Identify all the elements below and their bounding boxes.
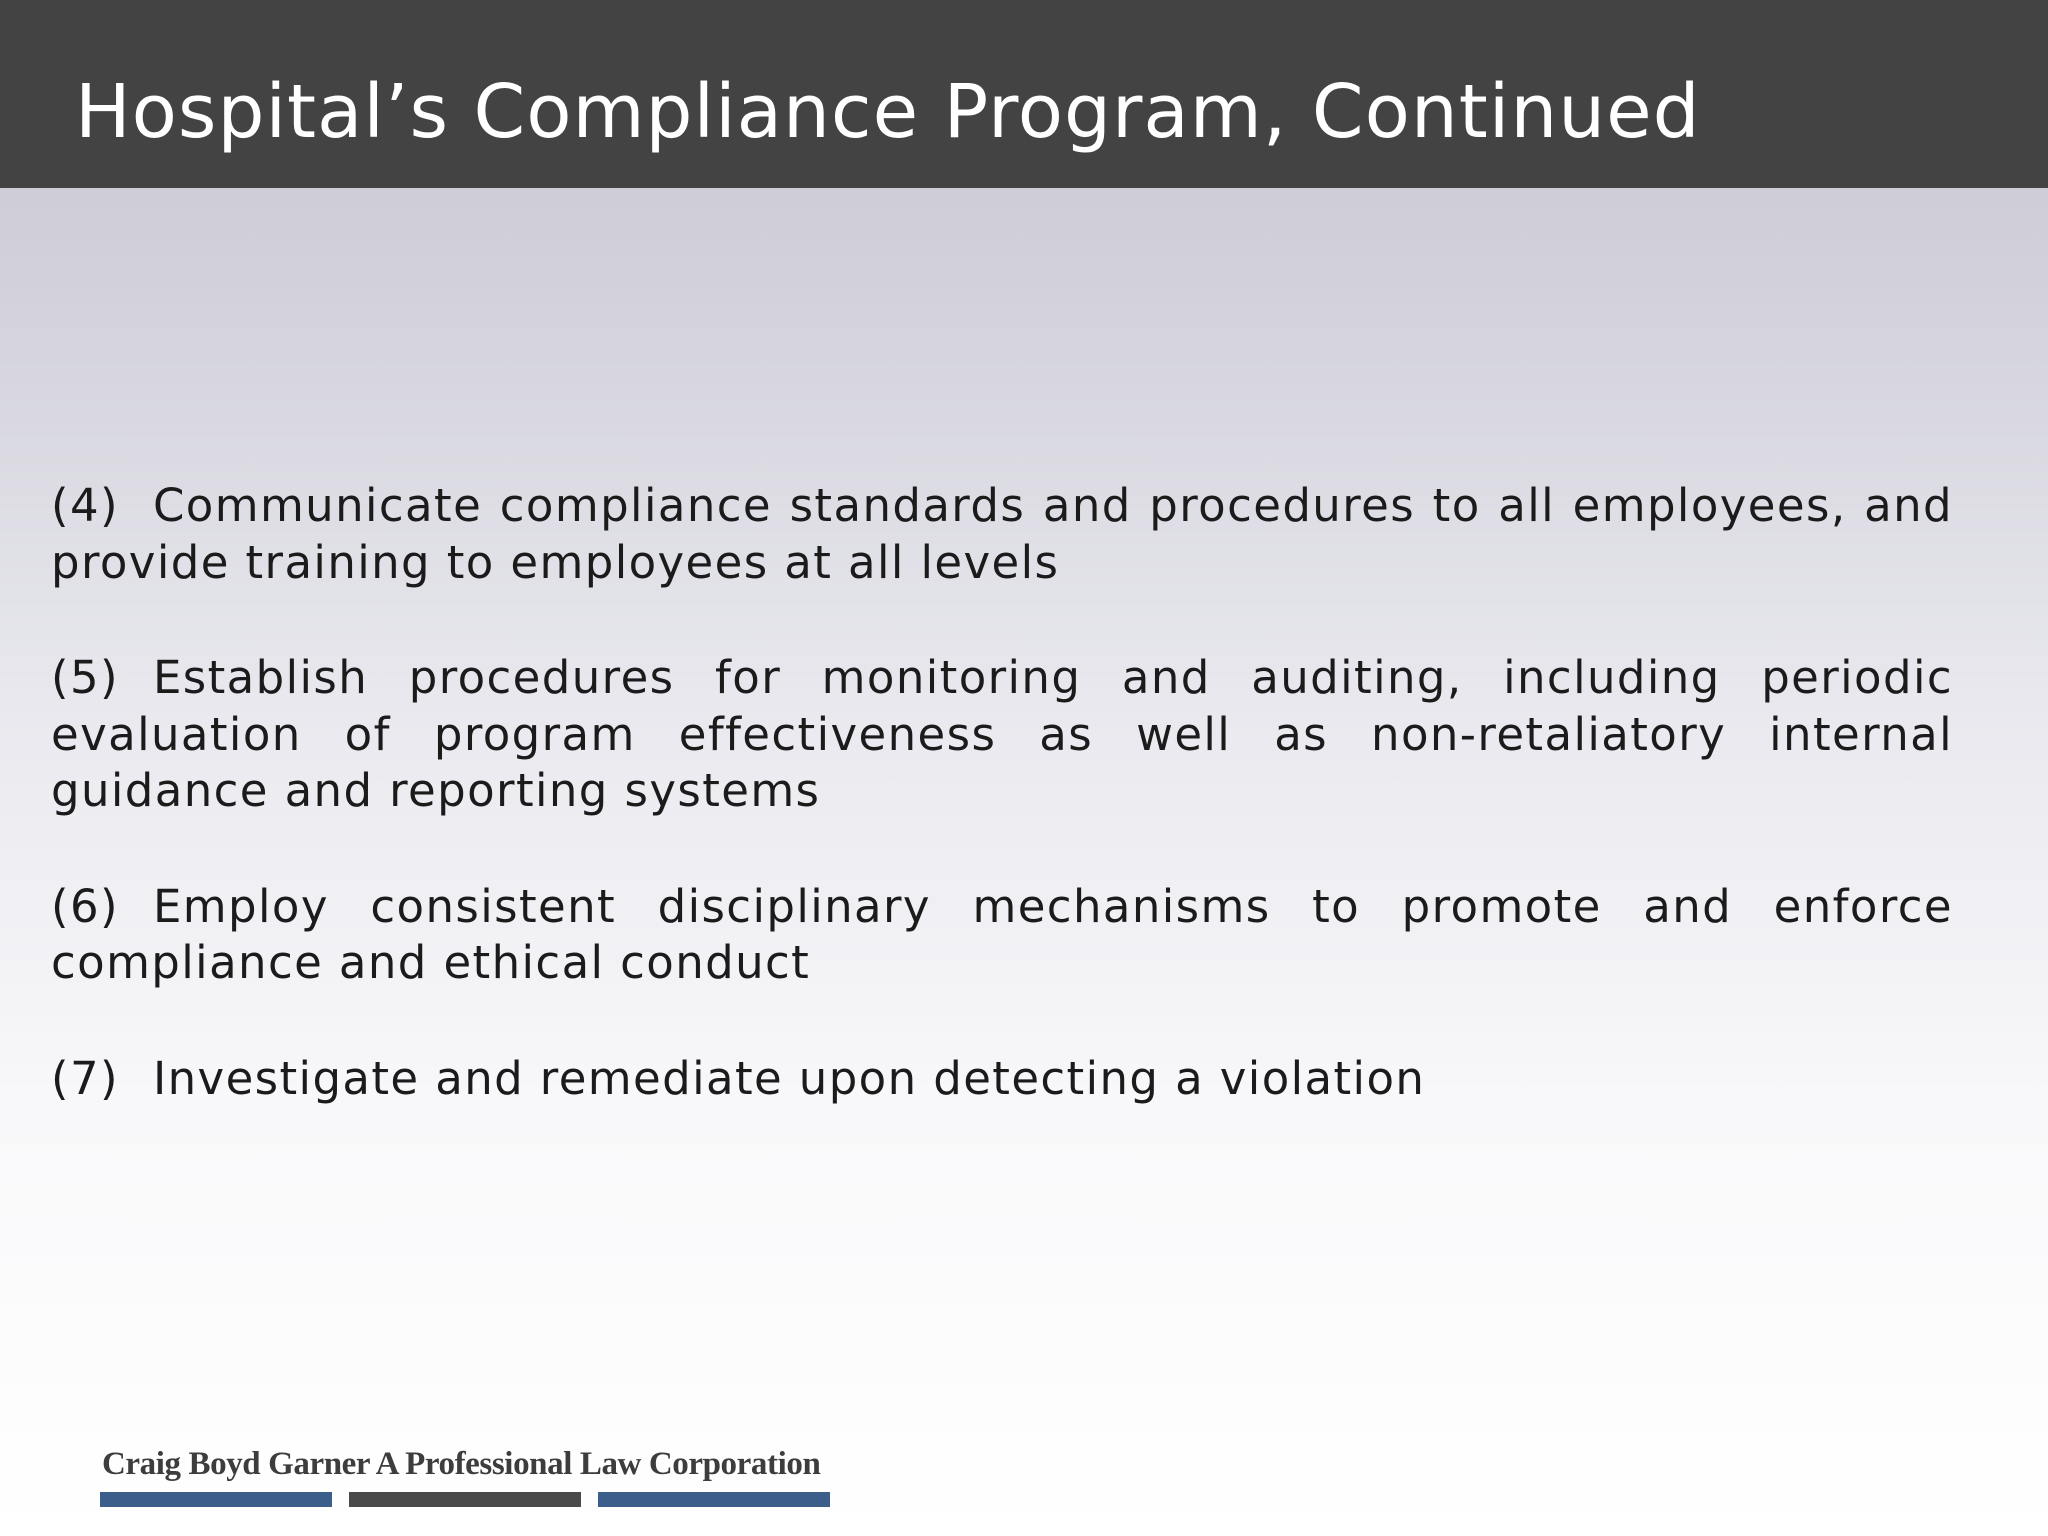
item-text: Establish procedures for monitoring and auditing, including periodic evaluation of program effectiveness as well as non-retaliatory internal guidance and reporting systems	[51, 651, 1953, 817]
item-number: (6)	[51, 879, 119, 933]
logo-bar-left	[100, 1492, 332, 1507]
list-item	[51, 879, 1953, 992]
item-text: Investigate and remediate upon detecting a violation	[152, 1051, 1426, 1105]
list-item	[51, 1051, 1953, 1108]
logo-bar-right	[598, 1492, 830, 1507]
item-number: (5)	[51, 651, 119, 704]
item-text: Communicate compliance standards and procedures to all employees, and provide training to employees at all levels	[51, 479, 1953, 589]
list-item	[51, 478, 1953, 591]
item-number: (4)	[51, 479, 119, 532]
list-item	[51, 650, 1953, 820]
item-number: (7)	[51, 1051, 119, 1105]
slide-title: Hospital’s Compliance Program, Continued	[75, 69, 1701, 155]
slide-content	[51, 478, 1953, 1166]
item-text: Employ consistent disciplinary mechanisms to promote and enforce compliance and ethical conduct	[51, 879, 1953, 989]
firm-logo	[100, 1440, 831, 1507]
firm-logo-text: Craig Boyd Garner A Professional Law Corporation	[102, 1446, 821, 1482]
logo-bar-middle	[349, 1492, 581, 1507]
title-bar	[0, 0, 2048, 188]
